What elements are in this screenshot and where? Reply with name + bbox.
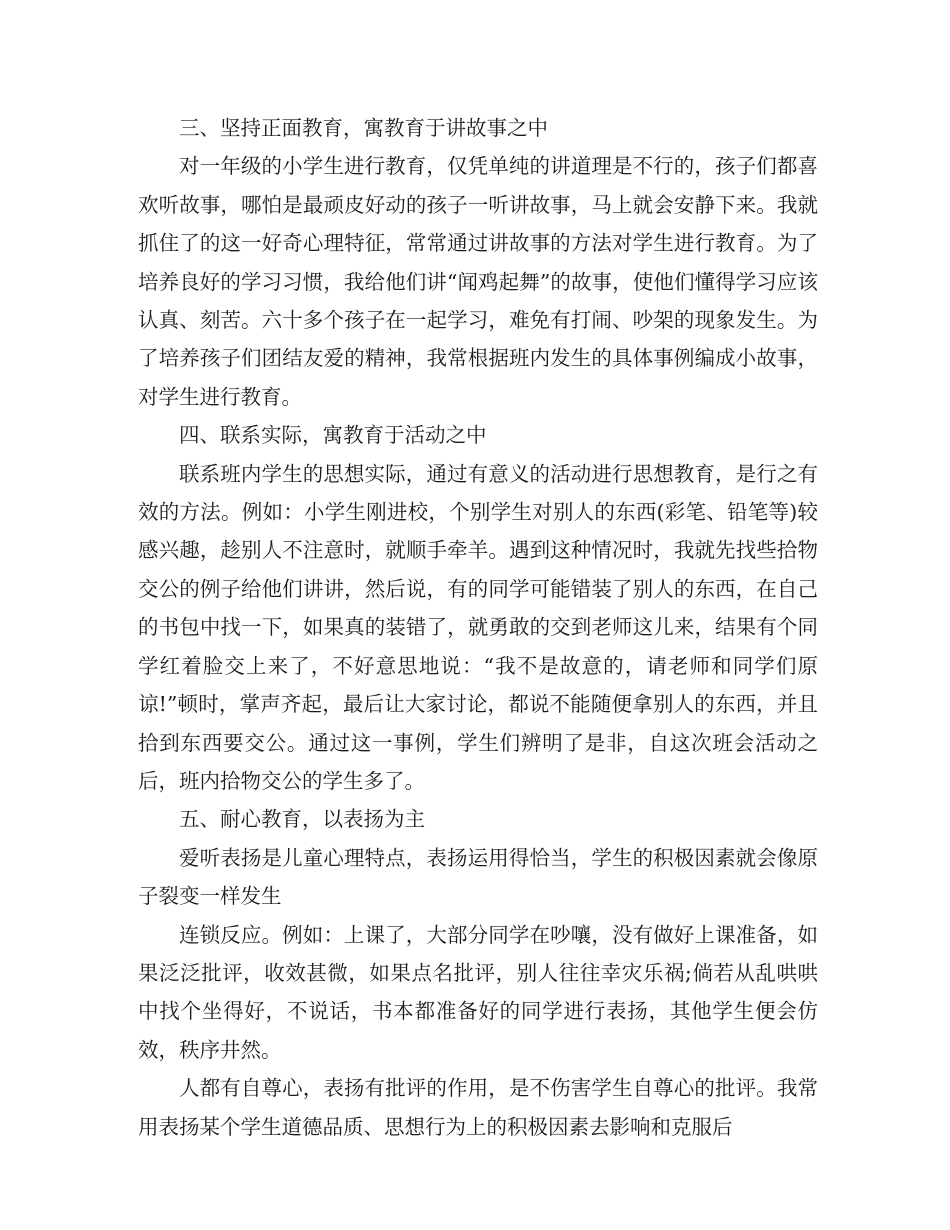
section-heading-3: 三、坚持正面教育，寓教育于讲故事之中 — [179, 116, 548, 140]
paragraph-self-esteem: 人都有自尊心，表扬有批评的作用，是不伤害学生自尊心的批评。我常用表扬某个学生道德品质、思想行为上的积极因素去影响和克服后 — [138, 1076, 818, 1139]
paragraph-chain-reaction: 连锁反应。例如：上课了，大部分同学在吵嚷，没有做好上课准备，如果泛泛批评，收效甚微，如果点名批评，别人往往幸灾乐祸;倘若从乱哄哄中找个坐得好，不说话，书本都准备好的同学进行表扬，其他学生便会仿效，秩序井然。 — [138, 922, 818, 1062]
paragraph-praise-intro: 爱听表扬是儿童心理特点，表扬运用得恰当，学生的积极因素就会像原子裂变一样发生 — [138, 845, 818, 909]
section-heading-4: 四、联系实际，寓教育于活动之中 — [179, 423, 487, 448]
paragraph-activities: 联系班内学生的思想实际，通过有意义的活动进行思想教育，是行之有效的方法。例如：小学生刚进校，个别学生对别人的东西(彩笔、铅笔等)较感兴趣，趁别人不注意时，就顺手牵羊。遇到这种情况时，我就先找些拾物交公的例子给他们讲讲，然后说，有的同学可能错装了别人的东西，在自己的书包中找一下，如果真的装错了，就勇敢的交到老师这儿来，结果有个同学红着脸交上来了，不好意思地说：“我不是故意的，请老师和同学们原谅!”顿时，掌声齐起，最后让大家讨论，都说不能随便拿别人的东西，并且拾到东西要交公。通过这一事例，学生们辨明了是非，自这次班会活动之后，班内拾物交公的学生多了。 — [138, 461, 818, 793]
paragraph-storytelling: 对一年级的小学生进行教育，仅凭单纯的讲道理是不行的，孩子们都喜欢听故事，哪怕是最顽皮好动的孩子一听讲故事，马上就会安静下来。我就抓住了的这一好奇心理特征，常常通过讲故事的方法对学生进行教育。为了培养良好的学习习惯，我给他们讲“闻鸡起舞”的故事，使他们懂得学习应该认真、刻苦。六十多个孩子在一起学习，难免有打闹、吵架的现象发生。为了培养孩子们团结友爱的精神，我常根据班内发生的具体事例编成小故事，对学生进行教育。 — [138, 154, 818, 409]
section-heading-5: 五、耐心教育，以表扬为主 — [179, 807, 425, 832]
document-body — [138, 109, 818, 1146]
